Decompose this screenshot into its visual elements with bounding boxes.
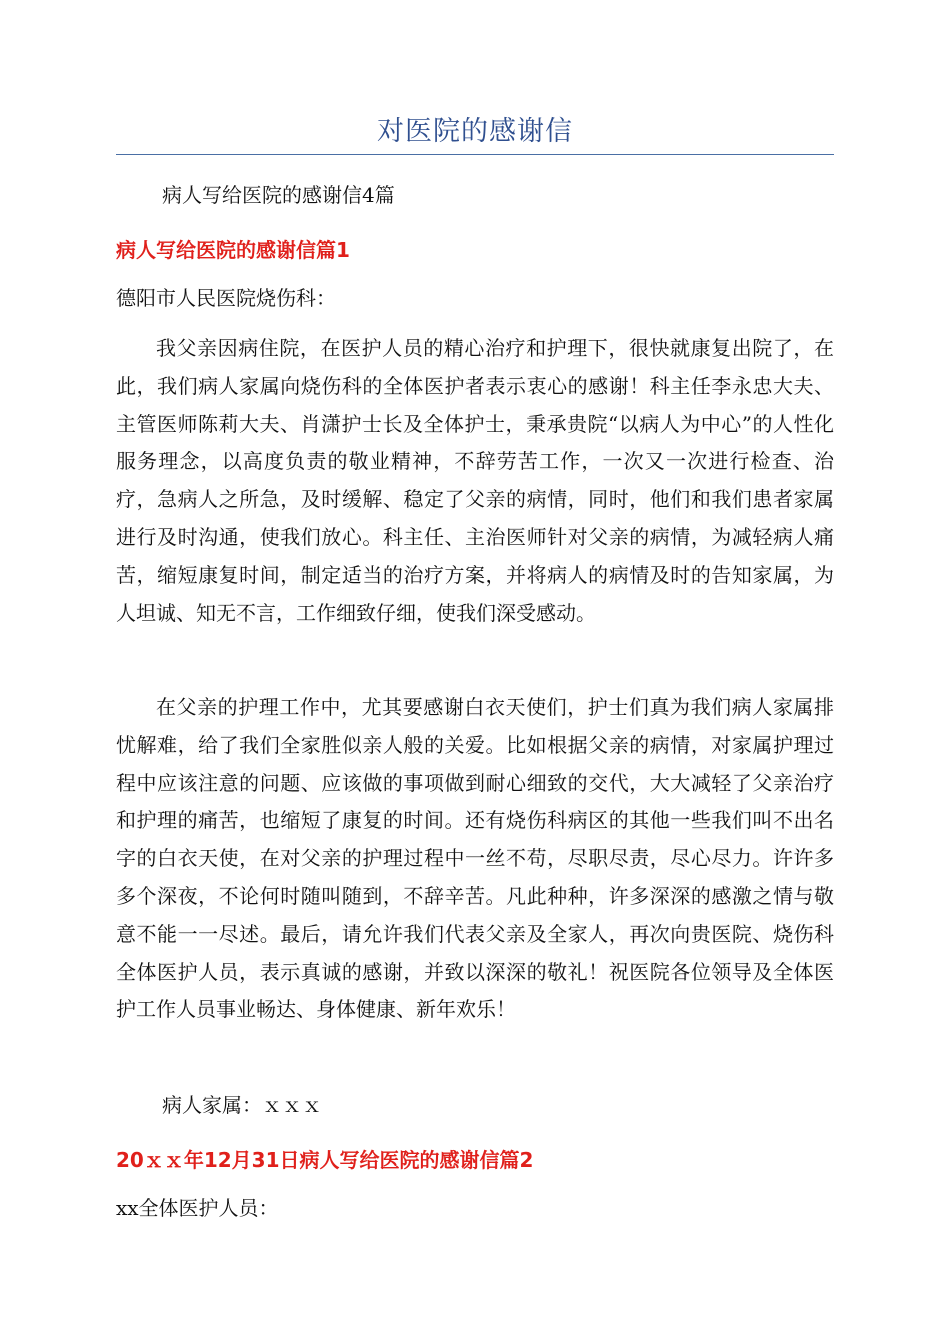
document-title: 对医院的感谢信	[377, 116, 573, 147]
document-subtitle: 病人写给医院的感谢信4篇	[162, 183, 395, 207]
salutation-1: 德阳市人民医院烧伤科：	[116, 286, 336, 310]
section-heading-1: 病人写给医院的感谢信篇1	[116, 238, 350, 262]
body-paragraph-1: 我父亲因病住院，在医护人员的精心治疗和护理下，很快就康复出院了，在此，我们病人家属向烧伤科的全体医护者表示衷心的感谢！科主任李永忠大夫、主管医师陈莉大夫、肖潇护士长及全体护士，秉承贵院“以病人为中心”的人性化服务理念，以高度负责的敬业精神，不辞劳苦工作，一次又一次进行检查、治疗，急病人之所急，及时缓解、稳定了父亲的病情，同时，他们和我们患者家属进行及时沟通，使我们放心。科主任、主治医师针对父亲的病情，为减轻病人痛苦，缩短康复时间，制定适当的治疗方案，并将病人的病情及时的告知家属，为人坦诚、知无不言，工作细致仔细，使我们深受感动。	[116, 336, 834, 625]
salutation-2: xx全体医护人员：	[116, 1196, 279, 1220]
title-underline	[116, 154, 834, 155]
section-heading-2: 20ｘｘ年12月31日病人写给医院的感谢信篇2	[116, 1148, 534, 1172]
body-paragraph-2: 在父亲的护理工作中，尤其要感谢白衣天使们，护士们真为我们病人家属排忧解难，给了我们全家胜似亲人般的关爱。比如根据父亲的病情，对家属护理过程中应该注意的问题、应该做的事项做到耐心细致的交代，大大减轻了父亲治疗和护理的痛苦，也缩短了康复的时间。还有烧伤科病区的其他一些我们叫不出名字的白衣天使，在对父亲的护理过程中一丝不苟，尽职尽责，尽心尽力。许许多多个深夜，不论何时随叫随到，不辞辛苦。凡此种种，许多深深的感激之情与敬意不能一一尽述。最后，请允许我们代表父亲及全家人，再次向贵医院、烧伤科全体医护人员，表示真诚的感谢，并致以深深的敬礼！祝医院各位领导及全体医护工作人员事业畅达、身体健康、新年欢乐！	[116, 695, 834, 1022]
signature: 病人家属：ｘｘｘ	[162, 1093, 322, 1117]
